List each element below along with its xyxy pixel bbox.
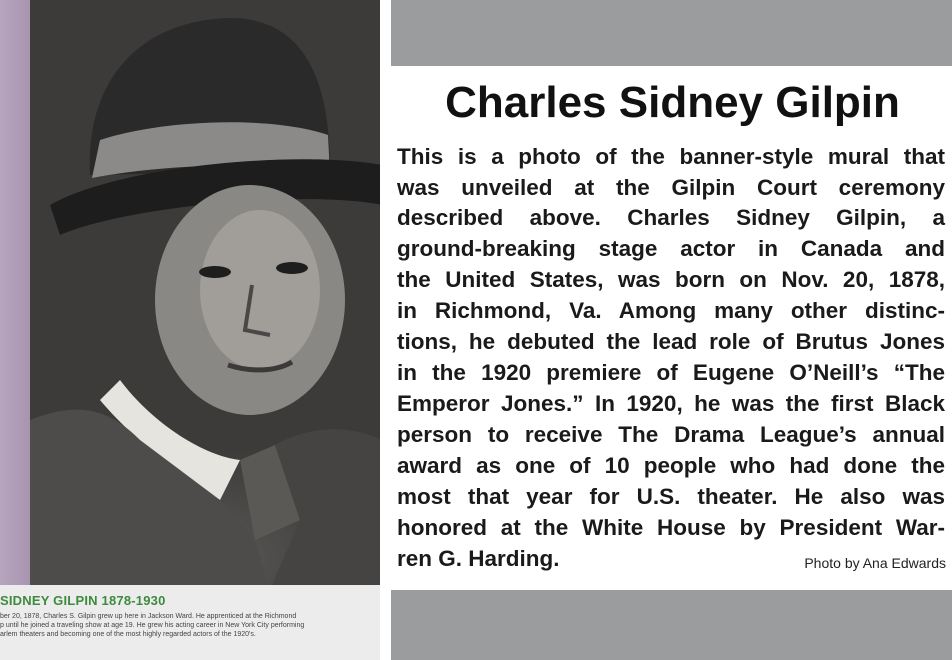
body-line: ren G. Harding. [397,546,560,571]
body-line: described above. Charles Sidney Gilpin, a [397,205,945,230]
mural-caption-card [0,585,380,660]
body-line: award as one of 10 people who had done the [397,453,945,478]
mural-frame-edge [0,0,34,590]
photo-credit: Photo by Ana Edwards [804,555,946,571]
article-headline: Charles Sidney Gilpin [445,78,900,127]
body-line: This is a photo of the banner-style mural that [397,144,945,169]
body-line: most that year for U.S. theater. He also was [397,484,945,509]
portrait-image [30,0,380,590]
body-line: ground-breaking stage actor in Canada and [397,236,945,261]
mural-caption-line: arlem theaters and becoming one of the most highly regarded actors of the 1920's. [0,631,256,638]
body-line: in Richmond, Va. Among many other distinc- [397,298,945,323]
body-line: Emperor Jones.” In 1920, he was the first Black [397,391,945,416]
top-grey-bar [391,0,952,66]
body-line: tions, he debuted the lead role of Brutus Jones [397,329,945,354]
mural-photo [0,0,380,660]
body-line: honored at the White House by President War- [397,515,945,540]
body-line: person to receive The Drama League’s annual [397,422,945,447]
body-line: the United States, was born on Nov. 20, 1878, [397,267,945,292]
body-line: was unveiled at the Gilpin Court ceremony [397,175,945,200]
mural-caption-title: SIDNEY GILPIN 1878-1930 [0,593,166,608]
portrait-illustration [30,0,380,590]
mural-caption-line: ber 20, 1878, Charles S. Gilpin grew up here in Jackson Ward. He apprenticed at the Richmond [0,613,297,620]
right-eye [276,262,308,274]
left-eye [199,266,231,278]
mural-caption-line: p until he joined a traveling show at age 19. He grew his acting career in New York City performing [0,622,305,629]
body-line: in the 1920 premiere of Eugene O’Neill’s “The [397,360,945,385]
face-highlight [200,210,320,370]
bottom-grey-bar [391,590,952,660]
